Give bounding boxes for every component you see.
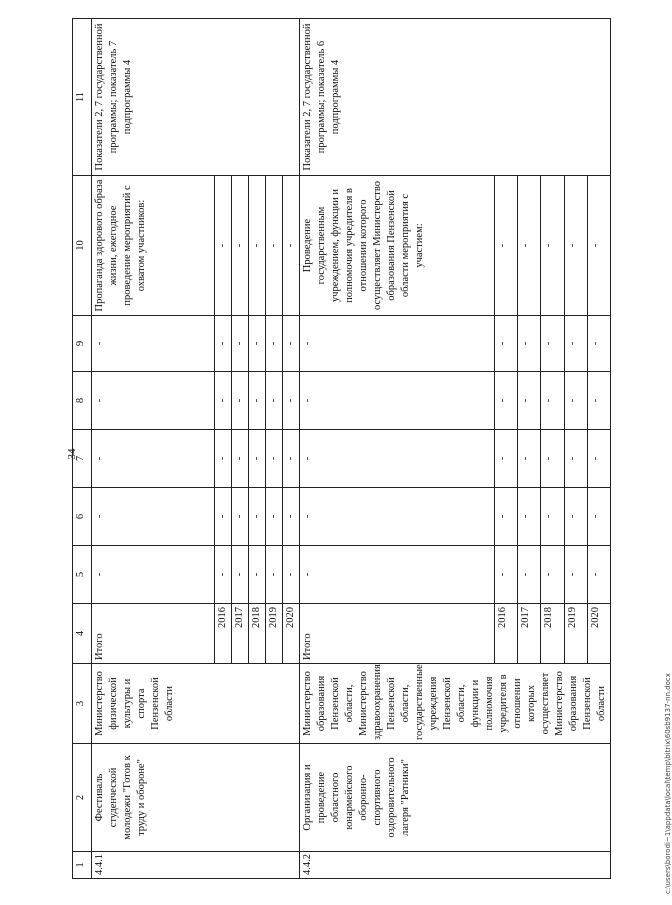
total-value: - (92, 546, 215, 604)
year-value: - (283, 316, 300, 372)
year-cell: 2016 (215, 604, 232, 664)
table-body (73, 19, 611, 879)
year-value: - (541, 316, 564, 372)
year-value: - (266, 488, 283, 546)
year-result: - (283, 176, 300, 316)
table-row (92, 19, 215, 879)
year-value: - (232, 372, 249, 430)
event-name: Фестиваль студенческой молодежи "Готов к труду и обороне" (92, 744, 300, 852)
year-value: - (541, 430, 564, 488)
indicators: Показатели 2, 7 государственной программы; показатель 6 подпрограммы 4 (300, 19, 611, 176)
year-value: - (518, 372, 541, 430)
year-result: - (266, 176, 283, 316)
year-value: - (587, 430, 610, 488)
header-cell: 9 (73, 316, 92, 372)
year-value: - (495, 372, 518, 430)
header-cell: 11 (73, 19, 92, 176)
year-value: - (249, 488, 266, 546)
year-value: - (266, 430, 283, 488)
year-value: - (283, 546, 300, 604)
total-label: Итого (92, 604, 215, 664)
year-value: - (232, 488, 249, 546)
year-value: - (215, 430, 232, 488)
year-value: - (283, 488, 300, 546)
year-value: - (564, 316, 587, 372)
header-cell: 5 (73, 546, 92, 604)
year-result: - (215, 176, 232, 316)
header-cell: 1 (73, 852, 92, 879)
year-value: - (283, 430, 300, 488)
executor: Министерство физической культуры и спорта Пензенской области (92, 664, 300, 744)
year-value: - (564, 372, 587, 430)
year-cell: 2020 (283, 604, 300, 664)
year-value: - (541, 546, 564, 604)
year-value: - (518, 430, 541, 488)
header-cell: 8 (73, 372, 92, 430)
year-value: - (587, 316, 610, 372)
year-value: - (564, 488, 587, 546)
total-value: - (300, 488, 495, 546)
year-cell: 2019 (266, 604, 283, 664)
executor: Министерство образования Пензенской области, Министерство здравоохранения Пензенской области, государственные учреждения Пензенской области, функции и полномочия учредителя в отношении которых осуществляет Министерство образования Пензенской области (300, 664, 611, 744)
year-value: - (283, 372, 300, 430)
year-value: - (495, 488, 518, 546)
year-value: - (249, 316, 266, 372)
year-value: - (232, 316, 249, 372)
year-value: - (215, 316, 232, 372)
year-value: - (564, 430, 587, 488)
year-value: - (564, 546, 587, 604)
year-value: - (495, 316, 518, 372)
rotated-page (72, 19, 607, 879)
total-value: - (300, 316, 495, 372)
table-row (300, 19, 495, 879)
total-value: - (92, 316, 215, 372)
year-value: - (495, 546, 518, 604)
year-value: - (249, 372, 266, 430)
total-value: - (92, 430, 215, 488)
year-result: - (495, 176, 518, 316)
year-value: - (215, 488, 232, 546)
year-value: - (249, 430, 266, 488)
year-cell: 2017 (232, 604, 249, 664)
year-value: - (587, 488, 610, 546)
year-value: - (232, 546, 249, 604)
year-value: - (266, 372, 283, 430)
total-label: Итого (300, 604, 495, 664)
header-cell: 10 (73, 176, 92, 316)
year-cell: 2018 (541, 604, 564, 664)
header-cell: 4 (73, 604, 92, 664)
year-value: - (215, 372, 232, 430)
year-value: - (495, 430, 518, 488)
year-value: - (587, 546, 610, 604)
row-number: 4.4.1 (92, 852, 300, 879)
page-number: 34 (66, 448, 78, 460)
year-cell: 2016 (495, 604, 518, 664)
total-value: - (92, 488, 215, 546)
year-result: - (249, 176, 266, 316)
header-cell: 2 (73, 744, 92, 852)
expected-result: Проведение государственным учреждением, функции и полномочия учредителя в отношении которого осуществляет Министерство образования Пензенской области мероприятия с участием: (300, 176, 495, 316)
event-name: Организация и проведение областного юнармейского оборонно-спортивного оздоровительного лагеря "Ратники" (300, 744, 611, 852)
total-value: - (300, 430, 495, 488)
year-cell: 2018 (249, 604, 266, 664)
year-value: - (587, 372, 610, 430)
year-value: - (518, 488, 541, 546)
year-result: - (541, 176, 564, 316)
row-number: 4.4.2 (300, 852, 611, 879)
total-value: - (300, 546, 495, 604)
header-cell: 3 (73, 664, 92, 744)
header-cell: 6 (73, 488, 92, 546)
year-value: - (215, 546, 232, 604)
year-value: - (232, 430, 249, 488)
year-cell: 2020 (587, 604, 610, 664)
header-row (73, 19, 92, 879)
header-cell: 7 (73, 430, 92, 488)
year-value: - (541, 488, 564, 546)
year-cell: 2017 (518, 604, 541, 664)
year-value: - (518, 316, 541, 372)
total-value: - (92, 372, 215, 430)
year-cell: 2019 (564, 604, 587, 664)
year-value: - (249, 546, 266, 604)
year-result: - (232, 176, 249, 316)
indicators: Показатели 2, 7 государственной программы; показатель 7 подпрограммы 4 (92, 19, 300, 176)
year-result: - (564, 176, 587, 316)
year-value: - (266, 546, 283, 604)
file-path: c:\users\borodi~1\appdata\local\temp\bitrix\60sb9137-nn.docx (664, 673, 672, 894)
year-value: - (518, 546, 541, 604)
expected-result: Пропаганда здорового образа жизни, ежегодное проведение мероприятий с охватом участников: (92, 176, 215, 316)
year-result: - (518, 176, 541, 316)
year-value: - (266, 316, 283, 372)
year-value: - (541, 372, 564, 430)
year-result: - (587, 176, 610, 316)
program-table (72, 18, 611, 879)
total-value: - (300, 372, 495, 430)
